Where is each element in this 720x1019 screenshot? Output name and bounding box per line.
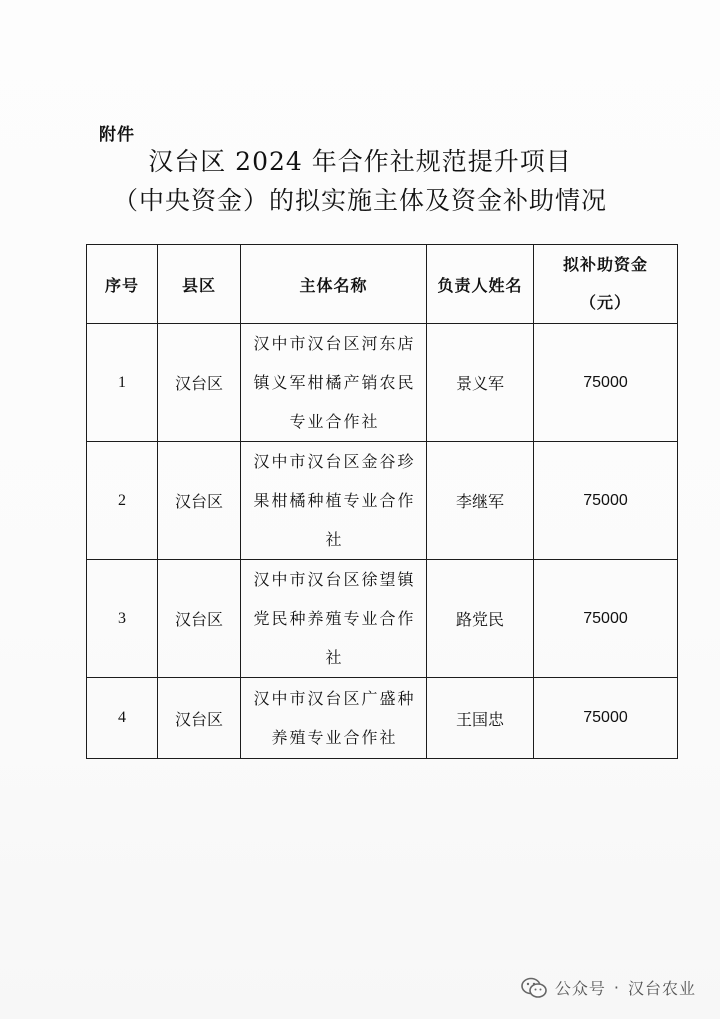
row-funding: 75000 xyxy=(534,560,678,678)
row-seq: 4 xyxy=(87,678,158,759)
header-funding xyxy=(534,245,678,324)
row-entity: 汉中市汉台区金谷珍果柑橘种植专业合作社 xyxy=(241,442,427,560)
row-county: 汉台区 xyxy=(158,442,241,560)
wechat-watermark xyxy=(521,976,696,999)
row-entity: 汉中市汉台区徐望镇党民种养殖专业合作社 xyxy=(241,560,427,678)
header-funding-line1: 拟补助资金 xyxy=(562,255,648,274)
row-leader: 路党民 xyxy=(427,560,534,678)
row-seq: 3 xyxy=(87,560,158,678)
table-row xyxy=(87,678,678,759)
row-leader: 景义军 xyxy=(427,324,534,442)
row-county: 汉台区 xyxy=(158,560,241,678)
row-leader: 李继军 xyxy=(427,442,534,560)
title-line-2: （中央资金）的拟实施主体及资金补助情况 xyxy=(112,186,607,215)
row-funding: 75000 xyxy=(534,324,678,442)
row-seq: 1 xyxy=(87,324,158,442)
table-header-row xyxy=(87,245,678,324)
row-leader: 王国忠 xyxy=(427,678,534,759)
watermark-account-name: 汉台农业 xyxy=(627,979,696,998)
table-row xyxy=(87,442,678,560)
row-county: 汉台区 xyxy=(158,678,241,759)
table-row xyxy=(87,324,678,442)
row-funding: 75000 xyxy=(534,678,678,759)
watermark-separator: · xyxy=(613,978,620,997)
row-seq: 2 xyxy=(87,442,158,560)
table-row xyxy=(87,560,678,678)
subsidy-table xyxy=(86,244,678,759)
header-county: 县区 xyxy=(158,245,241,324)
watermark-account-type: 公众号 xyxy=(554,979,606,998)
row-entity: 汉中市汉台区广盛种养殖专业合作社 xyxy=(241,678,427,759)
row-county: 汉台区 xyxy=(158,324,241,442)
attachment-label: 附件 xyxy=(99,125,135,145)
header-funding-line2: （元） xyxy=(579,293,631,312)
row-funding: 75000 xyxy=(534,442,678,560)
row-entity: 汉中市汉台区河东店镇义军柑橘产销农民专业合作社 xyxy=(241,324,427,442)
wechat-icon xyxy=(521,977,547,999)
header-seq: 序号 xyxy=(87,245,158,324)
header-leader: 负责人姓名 xyxy=(427,245,534,324)
title-line-1: 汉台区 2024 年合作社规范提升项目 xyxy=(148,147,572,176)
header-entity: 主体名称 xyxy=(241,245,427,324)
